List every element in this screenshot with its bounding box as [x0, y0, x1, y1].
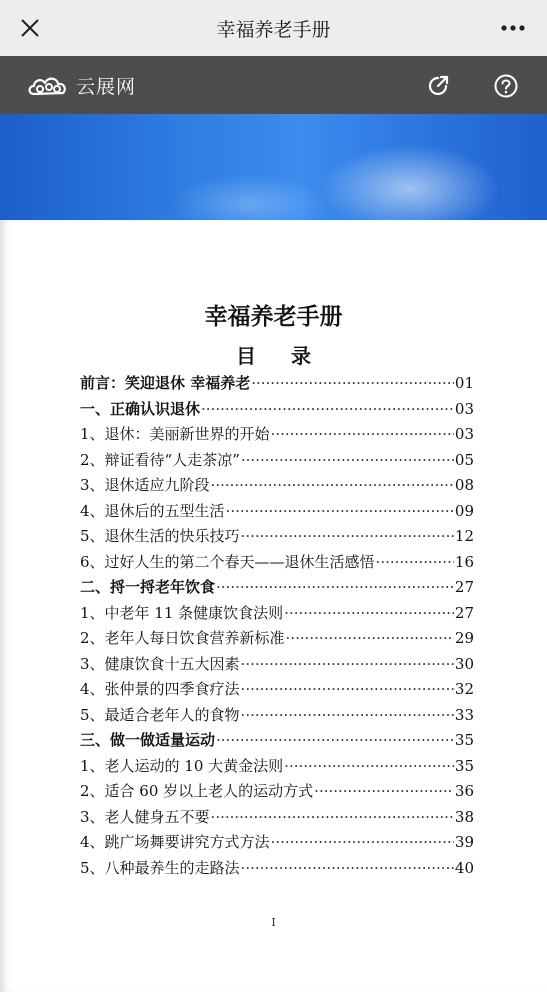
page-number: I [271, 916, 276, 929]
toc-leader-dots [216, 731, 454, 749]
document-title: 幸福养老手册 [204, 303, 343, 330]
toc-entry[interactable] [80, 857, 474, 883]
toc-leader-dots [211, 476, 454, 494]
close-icon [19, 17, 41, 39]
document-page [0, 220, 547, 992]
toc-entry-page: 35 [454, 731, 474, 749]
header-banner [0, 114, 547, 220]
more-icon [500, 24, 526, 32]
toc-entry[interactable] [80, 500, 474, 526]
toc-entry-label: 4、跳广场舞要讲究方式方法 [80, 833, 270, 851]
toc-entry-page: 09 [454, 501, 474, 520]
toc-entry-label: 三、做一做适量运动 [80, 731, 216, 749]
toc-entry-page: 36 [454, 782, 474, 800]
top-navbar [0, 0, 547, 57]
toc-entry-label: 前言：笑迎退休 幸福养老 [80, 374, 251, 392]
toc-leader-dots [376, 553, 454, 571]
toc-leader-dots [271, 425, 454, 443]
toc-entry-page: 40 [454, 858, 474, 877]
toc-entry[interactable] [80, 806, 474, 832]
toc-leader-dots [241, 680, 454, 698]
toc-entry-page: 27 [454, 603, 474, 622]
brand-name: 云展网 [76, 75, 137, 98]
table-of-contents [80, 372, 474, 882]
share-icon [425, 73, 451, 99]
brand-logo[interactable] [26, 72, 136, 99]
toc-entry-page: 12 [454, 527, 474, 545]
toc-entry[interactable] [80, 423, 474, 449]
banner-glow-secondary [170, 174, 330, 220]
toc-entry-label: 5、八种最养生的走路法 [80, 858, 240, 877]
toc-leader-dots [216, 578, 454, 596]
toc-entry-label: 6、过好人生的第二个春天——退休生活感悟 [80, 552, 375, 571]
toc-entry-label: 1、中老年 11 条健康饮食法则 [80, 603, 284, 622]
toc-entry[interactable] [80, 653, 474, 679]
toc-entry-label: 3、退休适应九阶段 [80, 476, 210, 494]
toc-entry[interactable] [80, 602, 474, 628]
toc-entry-label: 3、健康饮食十五大因素 [80, 654, 240, 673]
banner-glow [320, 144, 500, 220]
toc-leader-dots [286, 629, 454, 647]
toc-entry[interactable] [80, 525, 474, 551]
toc-heading: 目 录 [236, 344, 325, 368]
toc-leader-dots [241, 451, 454, 469]
toc-entry[interactable] [80, 398, 474, 424]
toc-entry-label: 一、正确认识退休 [80, 399, 201, 418]
help-button[interactable] [492, 72, 520, 100]
toc-leader-dots [241, 706, 454, 724]
toc-entry-page: 30 [454, 654, 474, 673]
toc-entry-page: 16 [454, 552, 474, 571]
toc-entry[interactable] [80, 755, 474, 781]
toc-leader-dots [271, 833, 454, 851]
toc-leader-dots [226, 502, 454, 520]
toc-entry-label: 2、适合 60 岁以上老人的运动方式 [80, 782, 314, 800]
toc-entry[interactable] [80, 551, 474, 577]
toc-leader-dots [284, 757, 454, 775]
toc-entry-page: 33 [454, 705, 474, 724]
toc-entry-label: 4、张仲景的四季食疗法 [80, 680, 240, 698]
share-button[interactable] [424, 72, 452, 100]
toc-entry-page: 32 [454, 680, 474, 698]
toc-entry[interactable] [80, 729, 474, 755]
toc-entry-page: 35 [454, 756, 474, 775]
toc-entry[interactable] [80, 576, 474, 602]
toc-leader-dots [251, 374, 454, 392]
toc-entry-label: 1、老人运动的 10 大黄金法则 [80, 756, 284, 775]
toc-entry[interactable] [80, 678, 474, 704]
toc-entry-page: 39 [454, 833, 474, 851]
toc-entry-label: 二、捋一捋老年饮食 [80, 578, 216, 596]
toc-entry-page: 29 [454, 629, 474, 647]
window-title: 幸福养老手册 [216, 18, 331, 41]
toc-leader-dots [241, 859, 454, 877]
toc-entry[interactable] [80, 372, 474, 398]
toc-entry[interactable] [80, 627, 474, 653]
toc-entry-page: 38 [454, 807, 474, 826]
toc-entry-page: 03 [454, 399, 474, 418]
close-button[interactable] [14, 12, 46, 44]
toc-leader-dots [314, 782, 454, 800]
more-button[interactable] [493, 12, 533, 44]
toc-leader-dots [284, 604, 454, 622]
cloud-logo-icon [26, 72, 70, 98]
toc-entry-page: 03 [454, 425, 474, 443]
toc-entry-label: 1、退休：美丽新世界的开始 [80, 425, 270, 443]
toc-entry-label: 5、最适合老年人的食物 [80, 705, 240, 724]
toc-entry-label: 5、退休生活的快乐技巧 [80, 527, 240, 545]
toc-entry-page: 08 [454, 476, 474, 494]
toc-entry-label: 3、老人健身五不要 [80, 807, 210, 826]
brand-toolbar [0, 56, 547, 114]
toc-leader-dots [211, 808, 454, 826]
toc-entry-page: 27 [454, 578, 474, 596]
toc-leader-dots [201, 400, 454, 418]
toc-entry[interactable] [80, 449, 474, 475]
toc-entry-page: 05 [454, 450, 474, 469]
toc-leader-dots [241, 655, 454, 673]
toc-entry[interactable] [80, 831, 474, 857]
toc-entry[interactable] [80, 704, 474, 730]
toc-entry-label: 4、退休后的五型生活 [80, 501, 225, 520]
toc-entry-label: 2、老年人每日饮食营养新标准 [80, 629, 285, 647]
help-icon [493, 73, 519, 99]
toc-entry[interactable] [80, 474, 474, 500]
toc-leader-dots [241, 527, 454, 545]
toc-entry[interactable] [80, 780, 474, 806]
toc-entry-label: 2、辩证看待“人走茶凉” [80, 450, 240, 469]
toc-entry-page: 01 [454, 374, 474, 392]
